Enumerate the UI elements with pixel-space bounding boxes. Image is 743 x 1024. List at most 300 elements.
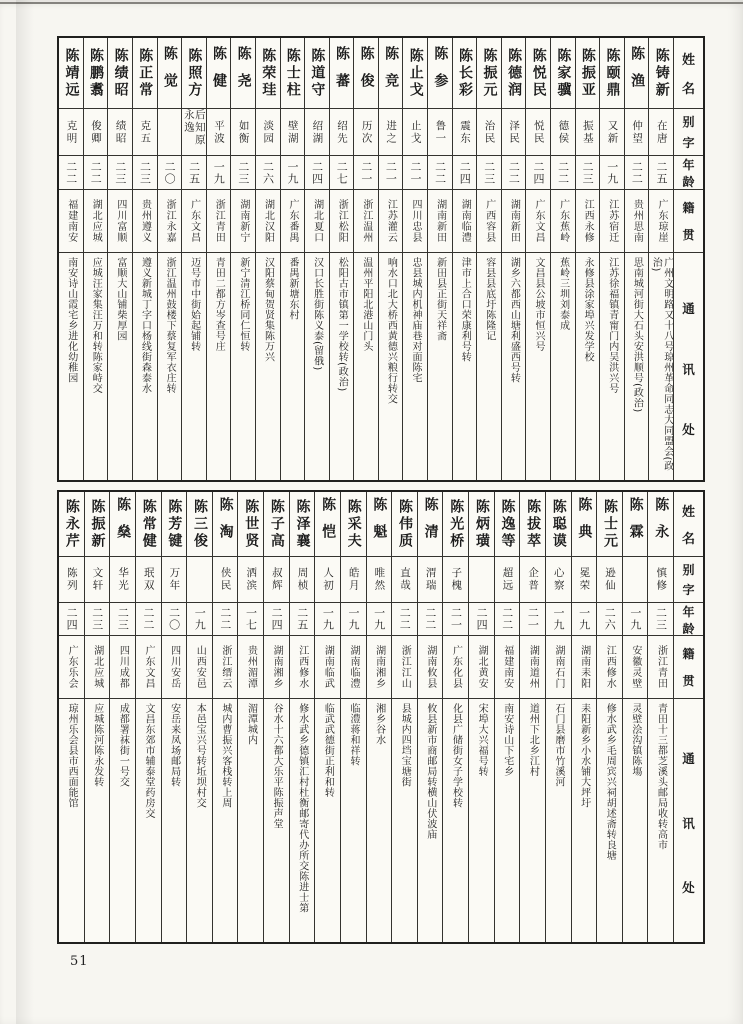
entry-age: 二二 [418, 602, 443, 635]
entry-column [452, 38, 477, 480]
entry-address: 汉阳蔡甸贺贤集陈万兴 [256, 252, 280, 480]
entry-name: 陈永 [653, 497, 670, 551]
entry-name: 陈恺 [320, 497, 337, 551]
header-name-label: 姓 名 [681, 504, 695, 548]
entry-origin: 湖南石门 [546, 635, 571, 698]
entry-origin: 湖南攸县 [418, 635, 443, 698]
entry-origin: 湖北汉阳 [256, 189, 280, 252]
entry-age: 二一 [403, 155, 427, 189]
entry-name: 陈颐鼎 [604, 47, 621, 99]
entry-column [442, 492, 468, 942]
entry-column [135, 492, 161, 942]
entry-name: 陈振元 [481, 47, 498, 99]
entry-column [186, 492, 212, 942]
entry-column [391, 492, 417, 942]
entry-column [525, 38, 550, 480]
entry-address: 谷水十六都大乐平陈振声堂 [264, 698, 289, 942]
entry-column [622, 492, 648, 942]
entry-age: 二六 [597, 602, 622, 635]
entry-address: 文昌县公坡市恒兴号 [526, 252, 550, 480]
entry-name: 陈永芹 [63, 498, 80, 550]
entry-name: 陈长彩 [456, 47, 473, 99]
entry-age: 二四 [453, 155, 477, 189]
entry-age: 二二 [502, 155, 526, 189]
entry-column [550, 38, 575, 480]
entry-age: 二二 [59, 155, 83, 189]
header-origin-label: 籍 贯 [674, 635, 703, 698]
entry-alias: 仲望 [625, 108, 649, 155]
entry-origin: 四川成都 [110, 635, 135, 698]
entry-age: 二二 [213, 602, 238, 635]
entry-column [340, 492, 366, 942]
entry-column [59, 492, 84, 942]
entry-age: 二五 [649, 155, 673, 189]
entry-address: 攸县新市商邮局转横山伏波庙 [418, 698, 443, 942]
entry-address: 番禺新塘东村 [281, 252, 305, 480]
entry-address: 青田二都方岑查号庄 [207, 252, 231, 480]
header-name-label: 姓 名 [681, 52, 695, 98]
entry-origin: 安徽灵壁 [623, 635, 648, 698]
entry-address: 琼州乐会县市西面能馆 [59, 698, 84, 942]
entry-alias [158, 108, 182, 155]
entry-column [545, 492, 571, 942]
entry-name: 陈绩昭 [112, 47, 129, 99]
entry-origin: 湖南临澧 [453, 189, 477, 252]
entry-address: 南安诗山下宅乡 [495, 698, 520, 942]
entry-alias: 止戈 [403, 108, 427, 155]
entry-origin: 贵州遵义 [133, 189, 157, 252]
entry-address: 石门县磨市竹溪河 [546, 698, 571, 942]
entry-origin: 湖北黄安 [469, 635, 494, 698]
entry-alias: 冕荣 [572, 556, 597, 602]
entry-address: 迈号市中街姶起铺转 [182, 252, 206, 480]
header-column [673, 38, 703, 480]
entry-alias: 进之 [379, 108, 403, 155]
entry-address: 松阳古市镇第一学校转(政治) [330, 252, 354, 480]
entry-column [329, 38, 354, 480]
entry-alias: 泽民 [502, 108, 526, 155]
entry-age: 二二 [84, 155, 108, 189]
entry-address: 蕉岭三圳刘泰成 [551, 252, 575, 480]
entry-age: 一九 [367, 602, 392, 635]
entry-column [575, 38, 600, 480]
entry-name: 陈照方 [186, 47, 203, 99]
entry-age: 二二 [495, 602, 520, 635]
entry-name: 陈竞 [383, 46, 400, 100]
entry-age: 二二 [136, 602, 161, 635]
entry-age: 二三 [231, 155, 255, 189]
entry-origin: 湖南耒阳 [572, 635, 597, 698]
entry-age: 二二 [625, 155, 649, 189]
entry-name: 陈尧 [235, 46, 252, 100]
entry-age: 二四 [305, 155, 329, 189]
entry-address: 南安诗山霞宅乡进化幼稚园 [59, 252, 83, 480]
entry-alias: 德侯 [551, 108, 575, 155]
entry-age: 二二 [428, 155, 452, 189]
entry-origin: 广东番禺 [281, 189, 305, 252]
entry-origin: 广东化县 [443, 635, 468, 698]
entry-alias: 侠民 [213, 556, 238, 602]
entry-name: 陈典 [576, 497, 593, 551]
entry-origin: 贵州思南 [625, 189, 649, 252]
entry-alias: 超远 [495, 556, 520, 602]
entry-origin: 江西修水 [597, 635, 622, 698]
entry-alias: 振基 [576, 108, 600, 155]
entry-address: 思南城河街大石头安洪顺号(政治) [625, 252, 649, 480]
entry-name: 陈振新 [89, 498, 106, 550]
entry-alias: 在唐 [649, 108, 673, 155]
entry-origin: 湖北应城 [85, 635, 110, 698]
entry-name: 陈燊 [115, 497, 132, 551]
entry-origin: 贵州湄潭 [238, 635, 263, 698]
entry-age: 二一 [379, 155, 403, 189]
entry-origin: 四川安岳 [162, 635, 187, 698]
entry-name: 陈德润 [506, 47, 523, 99]
entry-age: 一九 [207, 155, 231, 189]
header-age-label: 年 龄 [674, 602, 703, 635]
entry-origin: 山西安邑 [187, 635, 212, 698]
entry-name: 陈渔 [629, 46, 646, 100]
entry-age: 二〇 [158, 155, 182, 189]
entry-column [366, 492, 392, 942]
entry-name: 陈正常 [137, 47, 154, 99]
entry-name: 陈觉 [161, 46, 178, 100]
entry-column [230, 38, 255, 480]
entry-origin: 湖南临澧 [341, 635, 366, 698]
entry-address: 汉口长胜街陈义泰(留俄) [305, 252, 329, 480]
entry-age: 二七 [330, 155, 354, 189]
header-column [673, 492, 703, 942]
entry-alias: 慎修 [648, 556, 673, 602]
entry-origin: 广东蕉岭 [551, 189, 575, 252]
entry-alias: 珉双 [136, 556, 161, 602]
entry-alias: 万年 [162, 556, 187, 602]
entry-origin: 广东琼崖 [649, 189, 673, 252]
entry-alias: 逊仙 [597, 556, 622, 602]
entry-age: 二四 [526, 155, 550, 189]
entry-column [157, 38, 182, 480]
entry-column [519, 492, 545, 942]
entry-origin: 广东文昌 [526, 189, 550, 252]
entry-alias: 叔辉 [264, 556, 289, 602]
entry-address: 临澧蒋和祥转 [341, 698, 366, 942]
entry-alias: 唯然 [367, 556, 392, 602]
page-gutter-shadow [16, 0, 34, 1024]
entry-name: 陈悦民 [530, 47, 547, 99]
entry-column [648, 38, 673, 480]
entry-age: 二一 [520, 602, 545, 635]
entry-age: 二一 [354, 155, 378, 189]
entry-address: 宋埠大兴福号转 [469, 698, 494, 942]
entry-name: 陈健 [211, 46, 228, 100]
entry-column [107, 38, 132, 480]
entry-address: 江苏徐福镇青甯门内吴洪兴号 [600, 252, 624, 480]
entry-age: 一九 [546, 602, 571, 635]
entry-name: 陈铸新 [653, 47, 670, 99]
entry-name: 陈拔萃 [525, 498, 542, 550]
entry-origin: 湖北夏口 [305, 189, 329, 252]
entry-alias: 华光 [110, 556, 135, 602]
entry-age: 二三 [110, 602, 135, 635]
entry-address: 容县县底圩陈隆记 [477, 252, 501, 480]
entry-name: 陈光桥 [448, 498, 465, 550]
entry-origin: 四川忠县 [403, 189, 427, 252]
entry-age: 二六 [256, 155, 280, 189]
entry-address: 安岳来凤场邮局转 [162, 698, 187, 942]
entry-column [109, 492, 135, 942]
entry-name: 陈炳璜 [473, 498, 490, 550]
entry-age: 二三 [576, 155, 600, 189]
entry-name: 陈逸等 [499, 498, 516, 550]
entry-age: 二四 [264, 602, 289, 635]
entry-name: 陈清 [422, 497, 439, 551]
entry-column [314, 492, 340, 942]
entry-origin: 江西永修 [576, 189, 600, 252]
entry-name: 陈伟质 [396, 498, 413, 550]
entry-address: 响水口北大桥西黄德兴粮行转交 [379, 252, 403, 480]
entry-alias: 克五 [133, 108, 157, 155]
entry-age: 一九 [623, 602, 648, 635]
entry-address: 浙江温州鼓楼下蔡复军衣庄转 [158, 252, 182, 480]
header-address-label: 通 讯 处 [674, 252, 703, 480]
entry-name: 陈靖远 [63, 47, 80, 99]
entry-origin: 浙江温州 [354, 189, 378, 252]
roster-table-bottom [57, 490, 705, 944]
entry-name: 陈家骥 [555, 47, 572, 99]
entry-origin: 福建南安 [495, 635, 520, 698]
entry-address: 县城内四垱宝塘街 [392, 698, 417, 942]
entry-name: 陈鹏翥 [88, 47, 105, 99]
entry-name: 陈道守 [309, 47, 326, 99]
entry-address: 道州下北乡江村 [520, 698, 545, 942]
entry-alias: 陈列 [59, 556, 84, 602]
entry-origin: 四川富顺 [108, 189, 132, 252]
entry-column [255, 38, 280, 480]
entry-address: 温州平阳北港山门头 [354, 252, 378, 480]
entry-age: 二三 [133, 155, 157, 189]
entry-name: 陈泽襄 [294, 498, 311, 550]
entry-column [647, 492, 673, 942]
entry-alias [623, 556, 648, 602]
entry-column [494, 492, 520, 942]
entry-alias: 历次 [354, 108, 378, 155]
entry-address: 修水武乡毛周宾兴祠胡述斋转良塘 [597, 698, 622, 942]
entry-name: 陈荣珪 [260, 47, 277, 99]
entry-address: 富顺大山铺柴厚园 [108, 252, 132, 480]
entry-column [599, 38, 624, 480]
entry-column [263, 492, 289, 942]
entry-address: 修水武乡德镇汇村杜衡邮寄代办所交陈进士第 [290, 698, 315, 942]
entry-origin: 广西容县 [477, 189, 501, 252]
entry-alias: 绩昭 [108, 108, 132, 155]
entry-origin: 湖南湘乡 [367, 635, 392, 698]
entry-name: 陈蕃 [333, 46, 350, 100]
entry-name: 陈芳键 [166, 498, 183, 550]
entry-column [501, 38, 526, 480]
entry-age: 二五 [290, 602, 315, 635]
entry-address: 湖乡六都西山塘利盛西号转 [502, 252, 526, 480]
entry-alias: 淡园 [256, 108, 280, 155]
entry-column [353, 38, 378, 480]
entry-address: 本邑宝兴号转坵坝村交 [187, 698, 212, 942]
entry-name: 陈魁 [371, 497, 388, 551]
entry-age: 二〇 [162, 602, 187, 635]
entry-alias [187, 556, 212, 602]
entry-origin: 浙江江山 [392, 635, 417, 698]
entry-address: 文昌东郊市辅泰堂药房交 [136, 698, 161, 942]
entry-origin: 江苏灌云 [379, 189, 403, 252]
entry-name: 陈士柱 [284, 47, 301, 99]
entry-origin: 江苏宿迁 [600, 189, 624, 252]
entry-origin: 浙江缙云 [213, 635, 238, 698]
entry-origin: 湖南湘乡 [264, 635, 289, 698]
entry-alias: 如衡 [231, 108, 255, 155]
entry-alias: 壁湖 [281, 108, 305, 155]
entry-alias: 鲁一 [428, 108, 452, 155]
entry-name: 陈常健 [140, 498, 157, 550]
entry-column [468, 492, 494, 942]
entry-origin: 湖南新田 [428, 189, 452, 252]
entry-alias: 绍先 [330, 108, 354, 155]
entry-origin: 湖南临武 [315, 635, 340, 698]
entry-origin: 广东文昌 [182, 189, 206, 252]
entry-alias: 洒滨 [238, 556, 263, 602]
entry-alias [469, 556, 494, 602]
entry-name: 陈止戈 [407, 47, 424, 99]
directory-sheet [57, 36, 705, 944]
entry-alias: 文轩 [85, 556, 110, 602]
entry-column [417, 492, 443, 942]
entry-age: 二二 [551, 155, 575, 189]
entry-name: 陈淘 [217, 497, 234, 551]
entry-alias: 克明 [59, 108, 83, 155]
entry-alias: 绍湖 [305, 108, 329, 155]
entry-address: 应城汪家集汪万和转陈家峙交 [84, 252, 108, 480]
entry-alias: 又新 [600, 108, 624, 155]
entry-address: 新田县正街天祥斋 [428, 252, 452, 480]
entry-name: 陈世贤 [243, 498, 260, 550]
entry-name: 陈三俊 [191, 498, 208, 550]
entry-address: 青田十三都芝溪头邮局收转高市 [648, 698, 673, 942]
entry-column [427, 38, 452, 480]
entry-origin: 浙江青田 [648, 635, 673, 698]
entry-age: 一九 [281, 155, 305, 189]
entry-alias: 人初 [315, 556, 340, 602]
entry-alias: 平波 [207, 108, 231, 155]
entry-address: 湘乡谷水 [367, 698, 392, 942]
entry-alias: 心察 [546, 556, 571, 602]
entry-address: 永修县涂家埠兴发学校 [576, 252, 600, 480]
entry-column [476, 38, 501, 480]
entry-column [132, 38, 157, 480]
entry-address: 应城陈河陈永发转 [85, 698, 110, 942]
entry-origin: 广东文昌 [136, 635, 161, 698]
entry-address: 广州文明路又十八号琼州革命同志大同盟会(政治) [649, 252, 673, 480]
entry-alias: 后知原永逸 [182, 108, 206, 155]
entry-name: 陈振亚 [579, 47, 596, 99]
entry-column [181, 38, 206, 480]
entry-age: 二三 [477, 155, 501, 189]
entry-age: 二五 [182, 155, 206, 189]
entry-address: 灵壁浍沟镇陈塲 [623, 698, 648, 942]
entry-origin: 福建南安 [59, 189, 83, 252]
entry-name: 陈采夫 [345, 498, 362, 550]
entry-age: 二三 [85, 602, 110, 635]
entry-name: 陈参 [432, 46, 449, 100]
entry-alias: 周桢 [290, 556, 315, 602]
entry-address: 湄潭城内 [238, 698, 263, 942]
entry-column [212, 492, 238, 942]
entry-age: 一九 [341, 602, 366, 635]
entry-address: 津市上合口荣康利号转 [453, 252, 477, 480]
entry-name: 陈子高 [268, 498, 285, 550]
entry-age: 二三 [108, 155, 132, 189]
entry-address: 遵义新城丁字口杨线街森泰水 [133, 252, 157, 480]
header-age-label: 年 龄 [674, 155, 703, 189]
entry-address: 成都署袜街一号交 [110, 698, 135, 942]
entry-column [624, 38, 649, 480]
entry-column [280, 38, 305, 480]
entry-column [237, 492, 263, 942]
entry-column [84, 492, 110, 942]
entry-column [161, 492, 187, 942]
entry-name: 陈聪谟 [550, 498, 567, 550]
entry-address: 耒阳新乡小水铺大坪圩 [572, 698, 597, 942]
entry-name: 陈霖 [627, 497, 644, 551]
entry-column [596, 492, 622, 942]
entry-column [59, 38, 83, 480]
entry-column [402, 38, 427, 480]
entry-alias: 直哉 [392, 556, 417, 602]
entry-address: 新宁清江桥同仁恒转 [231, 252, 255, 480]
header-alias-label: 别 字 [674, 108, 703, 155]
entry-column [289, 492, 315, 942]
entry-alias: 震东 [453, 108, 477, 155]
entry-address: 城内曹振兴客栈转上周 [213, 698, 238, 942]
entry-column [378, 38, 403, 480]
header-address-label: 通 讯 处 [674, 698, 703, 942]
entry-origin: 湖南新宁 [231, 189, 255, 252]
entry-age: 二二 [392, 602, 417, 635]
entry-age: 二四 [59, 602, 84, 635]
header-alias-label: 别 字 [674, 556, 703, 602]
entry-age: 一七 [238, 602, 263, 635]
entry-origin: 浙江永嘉 [158, 189, 182, 252]
entry-alias: 企普 [520, 556, 545, 602]
entry-origin: 浙江青田 [207, 189, 231, 252]
entry-alias: 皓月 [341, 556, 366, 602]
entry-origin: 湖南道州 [520, 635, 545, 698]
header-origin-label: 籍 贯 [674, 189, 703, 252]
entry-name: 陈俊 [358, 46, 375, 100]
entry-alias: 子槐 [443, 556, 468, 602]
entry-age: 二一 [443, 602, 468, 635]
entry-age: 二三 [648, 602, 673, 635]
entry-column [304, 38, 329, 480]
entry-alias: 俊卿 [84, 108, 108, 155]
entry-column [571, 492, 597, 942]
entry-address: 临武武德街正利和转 [315, 698, 340, 942]
entry-age: 二四 [469, 602, 494, 635]
entry-name: 陈士元 [601, 498, 618, 550]
entry-age: 一九 [600, 155, 624, 189]
entry-age: 一九 [572, 602, 597, 635]
entry-age: 一九 [315, 602, 340, 635]
entry-address: 忠县城内机神庙巷对面陈宅 [403, 252, 427, 480]
entry-origin: 浙江松阳 [330, 189, 354, 252]
entry-alias: 悦民 [526, 108, 550, 155]
entry-alias: 渭瑞 [418, 556, 443, 602]
